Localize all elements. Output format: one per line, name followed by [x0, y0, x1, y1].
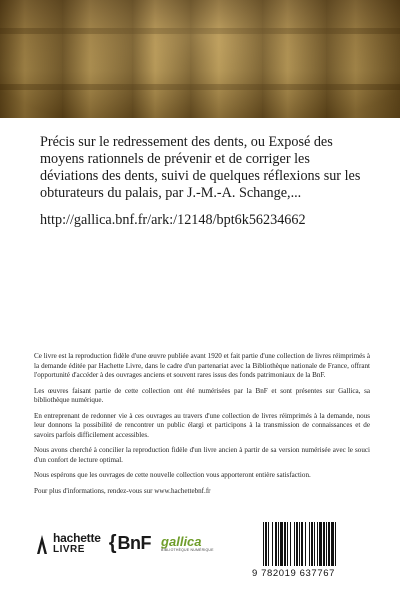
barcode-bar — [278, 522, 279, 566]
barcode-bar — [331, 522, 334, 566]
description-paragraph: En entreprenant de redonner vie à ces ouvrages au travers d'une collection de livres réimprimés à la demande, nous leur donnons la possibilité de rencontrer un public élargi et participons à la transmission de connaissances et de savoirs parfois difficilement accessibles. — [34, 411, 370, 439]
barcode-bar — [328, 522, 330, 566]
bnf-logo — [109, 532, 151, 555]
barcode-bars-icon — [262, 522, 362, 566]
description-paragraph: Nous avons cherché à concilier la reproduction fidèle d'un livre ancien à partir de sa version numérisée avec le souci d'un confort de lecture optimal. — [34, 446, 370, 464]
barcode-bar — [326, 522, 327, 566]
description-paragraph: Nous espérons que les ouvrages de cette nouvelle collection vous apporteront entière satisfaction. — [34, 471, 311, 479]
barcode-bar — [287, 522, 288, 566]
barcode-bar — [290, 522, 291, 566]
barcode-bar — [319, 522, 322, 566]
hachette-name: hachette — [53, 531, 101, 545]
hachette-mark-icon — [34, 533, 50, 555]
bnf-text: BnF — [117, 533, 152, 553]
gallica-logo — [161, 535, 214, 553]
banner-shade — [0, 0, 400, 118]
info-link-paragraph: Pour plus d'informations, rendez-vous sur www.hachettebnf.fr — [34, 486, 211, 495]
barcode-bar — [284, 522, 286, 566]
isbn-barcode — [252, 520, 370, 580]
barcode-bar — [309, 522, 310, 566]
barcode-bar — [263, 522, 264, 566]
barcode-bar — [323, 522, 325, 566]
source-url: http://gallica.bnf.fr/ark:/12148/bpt6k56234662 — [40, 212, 306, 228]
barcode-bar — [314, 522, 315, 566]
description-block — [34, 352, 370, 502]
barcode-bar — [268, 522, 269, 566]
publisher-logos — [34, 532, 214, 555]
barcode-bar — [296, 522, 298, 566]
barcode-bar — [317, 522, 318, 566]
barcode-bar — [299, 522, 300, 566]
barcode-bar — [294, 522, 295, 566]
description-paragraph: Ce livre est la reproduction fidèle d'une œuvre publiée avant 1920 et fait partie d'une collection de livres réimprimés à la demande éditée par Hachette Livre, dans le cadre d'un partenariat avec la Bibliothèque nationale de France, offrant l'opportunité d'accéder à des ouvrages anciens et souvent rares issus des fonds patrimoniaux de la BnF. — [34, 352, 370, 379]
barcode-number: 9 782019 637767 — [252, 568, 335, 579]
barcode-bar — [335, 522, 336, 566]
barcode-bar — [280, 522, 283, 566]
barcode-bar — [275, 522, 277, 566]
bnf-bracket: { — [108, 532, 117, 554]
description-paragraph: Les œuvres faisant partie de cette collection ont été numérisées par la BnF et sont présentes sur Gallica, sa bibliothèque numérique. — [34, 386, 370, 404]
book-spines-banner — [0, 0, 400, 118]
barcode-bar — [272, 522, 273, 566]
hachette-logo — [34, 532, 101, 555]
gallica-sub: BIBLIOTHÈQUE NUMÉRIQUE — [161, 547, 214, 552]
hachette-sub: LIVRE — [53, 544, 85, 555]
barcode-bar — [311, 522, 313, 566]
book-title: Précis sur le redressement des dents, ou Exposé des moyens rationnels de prévenir et de corriger les déviations des dents, suivi de quelques réflexions sur les obturateurs du palais, par J.-M.-A. Schange,... — [40, 134, 361, 201]
barcode-bar — [301, 522, 303, 566]
barcode-bar — [305, 522, 306, 566]
barcode-bar — [265, 522, 267, 566]
gallica-name: gallica — [161, 533, 202, 549]
